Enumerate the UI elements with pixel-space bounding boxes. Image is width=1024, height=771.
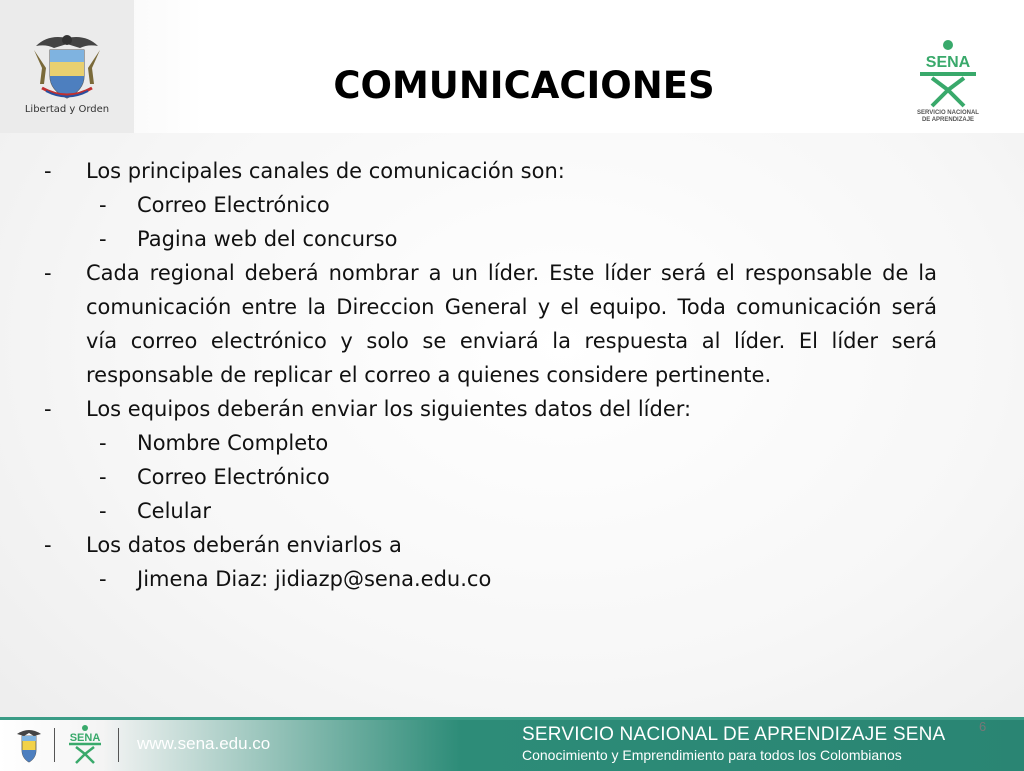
- bullet-text: Nombre Completo: [137, 431, 329, 455]
- footer-separator: [54, 728, 55, 762]
- sena-logo-text: SENA: [925, 54, 971, 71]
- bullet-regional-leader: [44, 256, 937, 392]
- crest-motto: Libertad y Orden: [24, 104, 110, 115]
- footer-sena-text: SENA: [69, 732, 101, 744]
- footer-tagline: Conocimiento y Emprendimiento para todos los Colombianos: [522, 747, 902, 763]
- sena-logo-sub-2: DE APRENDIZAJE: [921, 117, 975, 122]
- bullet-text: Celular: [137, 499, 212, 523]
- bullet-text: Cada regional deberá nombrar a un líder. Este líder será el responsable de la comunicación entre la Direccion General y el equipo. Toda comunicación será vía correo electrónico y solo se enviará la respuesta al líder. El líder será responsable de replicar el correo a quienes considere pertinente.: [86, 261, 937, 387]
- bullet-channels: [44, 154, 937, 188]
- bullet-text: Correo Electrónico: [137, 193, 330, 217]
- sena-logo-icon: [63, 724, 107, 764]
- bullet-text: Correo Electrónico: [137, 465, 330, 489]
- footer-separator: [118, 728, 119, 762]
- footer-org-name: SERVICIO NACIONAL DE APRENDIZAJE SENA: [522, 724, 946, 745]
- sub-bullet-email: [44, 460, 937, 494]
- colombia-coat-of-arms-icon: [14, 726, 44, 764]
- bullet-dash: -: [99, 193, 107, 217]
- bullet-dash: -: [99, 465, 107, 489]
- sena-logo-sub-1: SERVICIO NACIONAL: [917, 110, 979, 116]
- sub-bullet-website: [44, 222, 937, 256]
- bullet-dash: -: [44, 159, 52, 183]
- bullet-dash: -: [99, 227, 107, 251]
- bullet-dash: -: [44, 261, 52, 285]
- sub-bullet-email: [44, 188, 937, 222]
- slide-body: [44, 154, 937, 596]
- bullet-text: Pagina web del concurso: [137, 227, 398, 251]
- bullet-dash: -: [44, 397, 52, 421]
- sub-bullet-full-name: [44, 426, 937, 460]
- sub-bullet-contact: [44, 562, 937, 596]
- bullet-text: Jimena Diaz: jidiazp@sena.edu.co: [137, 567, 492, 591]
- bullet-text: Los datos deberán enviarlos a: [86, 533, 402, 557]
- bullet-leader-data: [44, 392, 937, 426]
- footer-url-link[interactable]: www.sena.edu.co: [137, 734, 271, 753]
- bullet-text: Los equipos deberán enviar los siguientes datos del líder:: [86, 397, 692, 421]
- bullet-dash: -: [99, 431, 107, 455]
- footer-bar: [0, 717, 1024, 771]
- sub-bullet-mobile: [44, 494, 937, 528]
- bullet-dash: -: [99, 567, 107, 591]
- slide-title: COMUNICACIONES: [333, 64, 715, 107]
- slide-number: 6: [979, 719, 987, 734]
- bullet-dash: -: [99, 499, 107, 523]
- bullet-dash: -: [44, 533, 52, 557]
- bullet-send-to: [44, 528, 937, 562]
- bullet-text: Los principales canales de comunicación son:: [86, 159, 565, 183]
- sena-logo-icon: [912, 38, 984, 122]
